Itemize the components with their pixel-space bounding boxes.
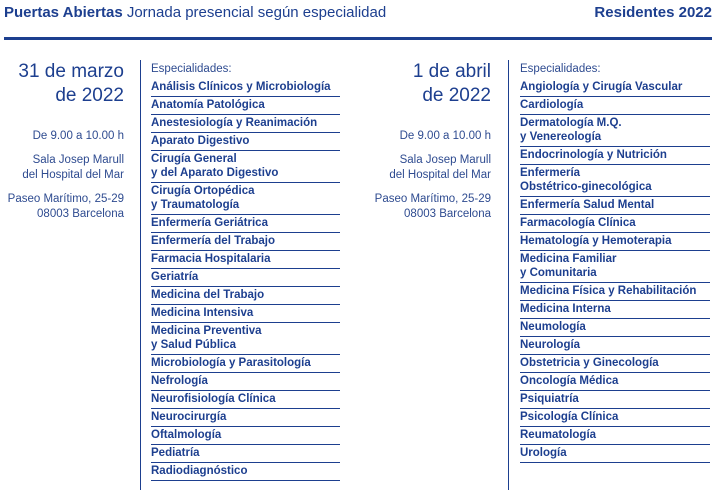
specialty-item [520, 337, 710, 355]
specialty-item-line: Cardiología [520, 99, 584, 111]
specialty-item-line: Medicina Familiar [520, 253, 617, 265]
session-2-divider [508, 60, 509, 490]
specialty-item-line: Psicología Clínica [520, 411, 619, 423]
specialty-item [520, 251, 710, 283]
specialty-item [520, 301, 710, 319]
session-2-place-line1: Sala Josep Marull [399, 154, 491, 166]
session-1-details [4, 129, 124, 222]
specialty-item-line: Medicina Preventiva [151, 325, 262, 337]
specialty-item-line: Neurocirurgía [151, 411, 227, 423]
session-1-date-line2: de 2022 [55, 85, 124, 106]
session-2-time: De 9.00 a 10.00 h [399, 130, 491, 142]
specialty-item-line: Angiología y Cirugía Vascular [520, 81, 683, 93]
specialty-item-line: Urología [520, 447, 567, 459]
specialty-item [520, 197, 710, 215]
specialty-item [520, 165, 710, 197]
specialty-item-line: Farmacia Hospitalaria [151, 253, 271, 265]
session-2-date-line1: 1 de abril [412, 61, 491, 82]
specialty-item-line: Pediatría [151, 447, 200, 459]
specialty-item [151, 233, 340, 251]
specialty-item-line: Análisis Clínicos y Microbiología [151, 81, 331, 93]
specialty-item-line: Medicina Interna [520, 303, 611, 315]
specialty-item [151, 215, 340, 233]
specialty-item [520, 283, 710, 301]
session-1-address-line1: Paseo Marítimo, 25-29 [7, 193, 124, 205]
specialty-item-line: Neurofisiología Clínica [151, 393, 276, 405]
specialty-item-line: Medicina del Trabajo [151, 289, 265, 301]
session-1-divider [140, 60, 141, 490]
session-1-address-line2: 08003 Barcelona [37, 208, 124, 220]
specialty-item-line: Obstétrico-ginecológica [520, 180, 652, 193]
specialty-item-line: Psiquiatría [520, 393, 579, 405]
specialty-item-line: Microbiología y Parasitología [151, 357, 311, 369]
specialty-item [520, 97, 710, 115]
session-2-specialty-list [520, 62, 710, 463]
specialty-item-line: y Traumatología [151, 198, 240, 211]
specialty-item [151, 409, 340, 427]
specialty-item [520, 319, 710, 337]
specialty-item [520, 79, 710, 97]
specialty-item [151, 323, 340, 355]
specialty-item [151, 151, 340, 183]
session-2-date-line2: de 2022 [422, 85, 491, 106]
session-1-info [4, 60, 124, 222]
specialty-item [151, 115, 340, 133]
session-1-specialty-list [151, 62, 340, 481]
page-header [4, 4, 712, 22]
specialty-item-line: y Salud Pública [151, 338, 236, 351]
specialty-item [151, 269, 340, 287]
specialty-item-line: Anestesiología y Reanimación [151, 117, 318, 129]
session-1-place-line2: del Hospital del Mar [22, 169, 124, 181]
specialty-item-line: Hematología y Hemoterapia [520, 235, 672, 247]
specialty-item [151, 445, 340, 463]
specialty-item [151, 133, 340, 151]
session-2-info [370, 60, 491, 222]
specialty-item-line: Enfermería Salud Mental [520, 199, 655, 211]
specialty-item [151, 391, 340, 409]
specialty-item [151, 463, 340, 481]
specialty-item [151, 427, 340, 445]
specialty-item-line: Reumatología [520, 429, 597, 441]
specialty-item-line: Dermatología M.Q. [520, 117, 622, 129]
specialty-item [520, 391, 710, 409]
specialty-item-line: Medicina Intensiva [151, 307, 254, 319]
specialty-item-line: y del Aparato Digestivo [151, 166, 279, 179]
session-1-time: De 9.00 a 10.00 h [32, 130, 124, 142]
specialty-item-line: Farmacología Clínica [520, 217, 636, 229]
specialty-item-line: Oftalmología [151, 429, 222, 441]
specialty-item [151, 183, 340, 215]
specialty-item-line: Neurología [520, 339, 581, 351]
specialty-item-line: y Comunitaria [520, 266, 597, 279]
specialty-item-line: Neumología [520, 321, 586, 333]
specialty-item-line: Nefrología [151, 375, 208, 387]
specialty-item-line: Cirugía Ortopédica [151, 185, 255, 197]
specialty-item [520, 147, 710, 165]
specialty-item-line: Cirugía General [151, 153, 237, 165]
session-1-specialties-heading: Especialidades: [151, 63, 232, 75]
specialty-item-line: Medicina Física y Rehabilitación [520, 285, 697, 297]
specialty-item [520, 373, 710, 391]
specialty-item [520, 215, 710, 233]
specialty-item-line: Enfermería del Trabajo [151, 235, 275, 247]
specialty-item [151, 97, 340, 115]
session-2-specialties-heading: Especialidades: [520, 63, 601, 75]
specialty-item-line: Obstetricia y Ginecología [520, 357, 659, 369]
specialty-item-line: Geriatría [151, 271, 199, 283]
specialty-item [151, 355, 340, 373]
specialty-item [520, 355, 710, 373]
specialty-item-line: Endocrinología y Nutrición [520, 149, 667, 161]
specialty-item-line: Aparato Digestivo [151, 135, 250, 147]
specialty-item-line: Enfermería [520, 167, 581, 179]
specialty-item [151, 305, 340, 323]
session-2-address-line1: Paseo Marítimo, 25-29 [374, 193, 491, 205]
session-2-address-line2: 08003 Barcelona [404, 208, 491, 220]
header-rule [4, 37, 712, 40]
specialty-item [520, 427, 710, 445]
session-1-date-line1: 31 de marzo [18, 61, 124, 82]
session-2-place-line2: del Hospital del Mar [389, 169, 491, 181]
session-1-place-line1: Sala Josep Marull [32, 154, 124, 166]
specialty-item-line: Enfermería Geriátrica [151, 217, 268, 229]
specialty-item [520, 115, 710, 147]
specialty-item [151, 287, 340, 305]
specialty-item [520, 233, 710, 251]
specialty-item-line: Radiodiagnóstico [151, 465, 248, 477]
specialty-item [151, 373, 340, 391]
header-title-bold: Puertas Abiertas [4, 4, 123, 21]
header-title-rest: Jornada presencial según especialidad [126, 4, 387, 21]
specialty-item [520, 409, 710, 427]
session-2-details [370, 129, 491, 222]
specialty-item-line: y Venereología [520, 130, 602, 143]
specialty-item-line: Anatomía Patológica [151, 99, 265, 111]
specialty-item-line: Oncología Médica [520, 375, 619, 387]
specialty-item [151, 251, 340, 269]
header-right-label: Residentes 2022 [594, 4, 712, 21]
specialty-item [151, 79, 340, 97]
specialty-item [520, 445, 710, 463]
